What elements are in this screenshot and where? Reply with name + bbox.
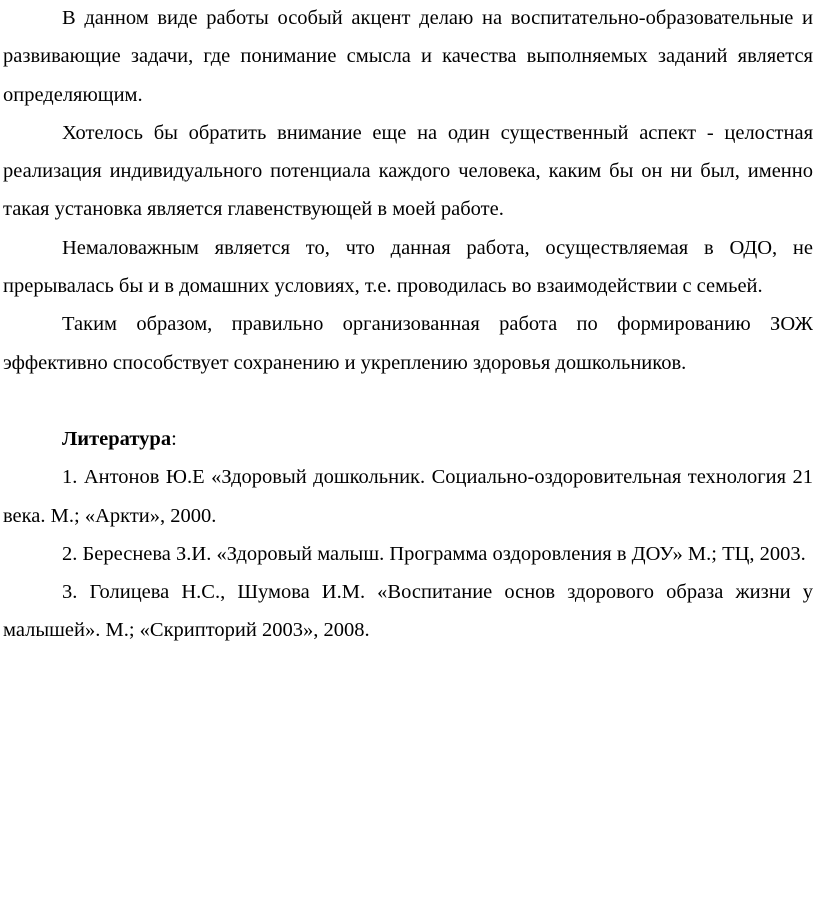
literature-heading-title: Литература xyxy=(62,427,172,450)
literature-heading xyxy=(3,420,813,458)
literature-heading-colon: : xyxy=(171,427,177,450)
body-paragraph: В данном виде работы особый акцент делаю на воспитательно-образовательные и развивающие задачи, где понимание смысла и качества выполняемых заданий является определяющим. xyxy=(3,7,813,106)
literature-item: 1. Антонов Ю.Е «Здоровый дошкольник. Социально-оздоровительная технология 21 века. М.; «Аркти», 2000. xyxy=(3,466,813,527)
literature-item: 3. Голицева Н.С., Шумова И.М. «Воспитание основ здорового образа жизни у малышей». М.; «Скрипторий 2003», 2008. xyxy=(3,581,813,642)
body-paragraph: Немаловажным является то, что данная работа, осуществляемая в ОДО, не прерывалась бы и в домашних условиях, т.е. проводилась во взаимодействии с семьей. xyxy=(3,236,813,298)
literature-item: 2. Береснева З.И. «Здоровый малыш. Программа оздоровления в ДОУ» М.; ТЦ, 2003. xyxy=(62,542,806,565)
body-paragraph: Таким образом, правильно организованная работа по формированию ЗОЖ эффективно способствует сохранению и укреплению здоровья дошкольников. xyxy=(3,313,813,374)
body-paragraph: Хотелось бы обратить внимание еще на один существенный аспект - целостная реализация индивидуального потенциала каждого человека, каким бы он ни был, именно такая установка является главенствующей в моей работе. xyxy=(3,121,813,221)
